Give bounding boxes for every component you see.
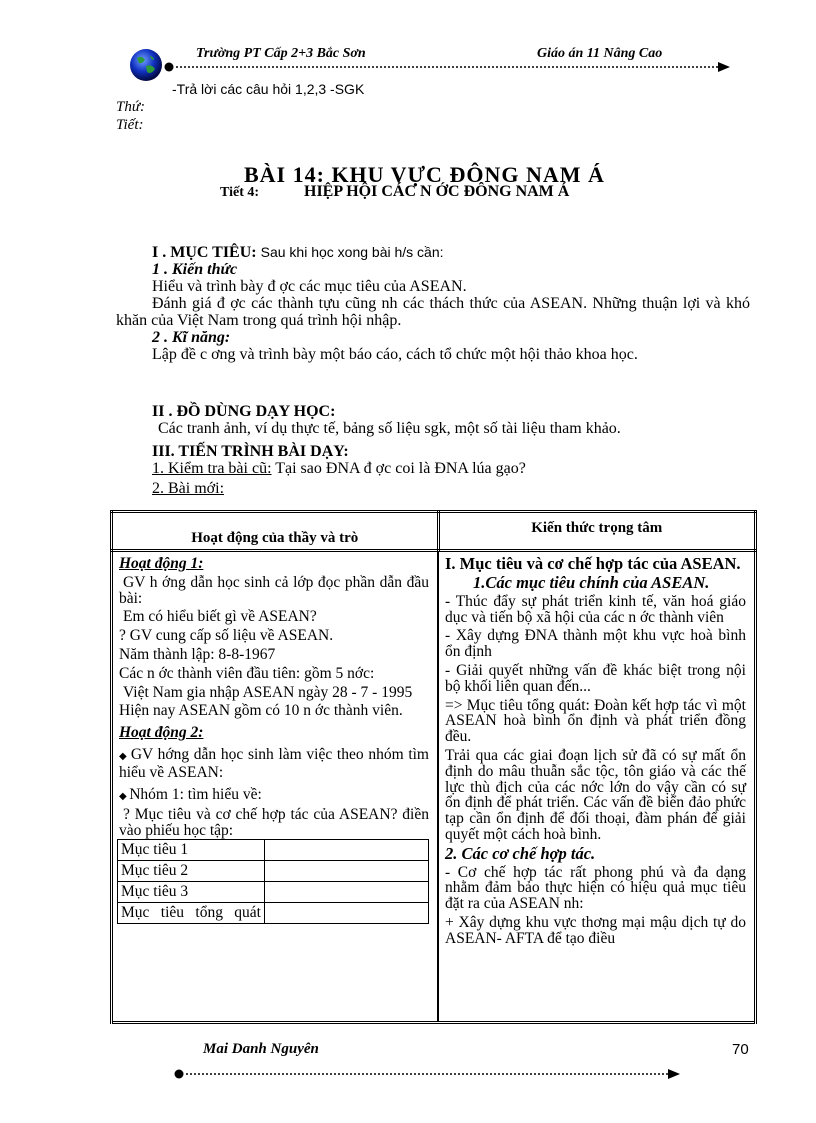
right-column xyxy=(438,551,756,1023)
table-bottom-border xyxy=(112,1023,756,1025)
left-column xyxy=(112,551,439,1023)
materials-text: Các tranh ảnh, ví dụ thực tế, bảng số liệu sgk, một số tài liệu tham khảo. xyxy=(158,420,621,437)
subject-name: Giáo án 11 Nâng Cao xyxy=(537,46,663,61)
section-1a-heading: 1.Các mục tiêu chính của ASEAN. xyxy=(473,573,710,592)
skills-1: Lập đề c ơng và trình bày một báo cáo, cách tổ chức một hội thảo khoa học. xyxy=(152,346,638,363)
check-text: Tại sao ĐNA đ ợc coi là ĐNA lúa gạo? xyxy=(275,460,526,477)
knowledge-1: Hiểu và trình bày đ ợc các mục tiêu của ASEAN. xyxy=(152,278,467,295)
activity-1-line-7: Hiện nay ASEAN gồm có 10 n ớc thành viên. xyxy=(119,702,403,720)
goal-1: - Thúc đẩy sự phát triển kinh tế, văn hoá giáo dục và tiến bộ xã hội của các n ớc thành viên xyxy=(445,592,746,626)
knowledge-2: Đánh giá đ ợc các thành tựu cũng nh các thách thức của ASEAN. Những thuận lợi và khó khăn của Việt Nam trong quá trình hội nhập. xyxy=(116,295,750,329)
answer-line: -Trả lời các câu hỏi 1,2,3 -SGK xyxy=(172,81,365,97)
activity-1-line-1: GV h ớng dẫn học sinh cả lớp đọc phần dẫn đầu bài: xyxy=(119,573,429,607)
footer-rule xyxy=(170,1067,682,1081)
activity-2-heading: Hoạt động 2: xyxy=(119,724,204,742)
thu-label: Thứ: xyxy=(116,99,146,115)
objectives-intro: Sau khi học xong bài h/s cần: xyxy=(260,244,444,260)
activity-1-line-6: Việt Nam gia nhập ASEAN ngày 28 - 7 - 1995 xyxy=(123,683,413,701)
activity-1-line-4: Năm thành lập: 8-8-1967 xyxy=(119,645,276,663)
footer-author: Mai Danh Nguyên xyxy=(203,1041,319,1057)
materials xyxy=(116,403,750,437)
objectives xyxy=(116,244,750,363)
mechanism-2: + Xây dựng khu vực thơng mại mậu dịch tự do ASEAN- AFTA để tạo điều xyxy=(445,913,746,947)
activity-1-line-2: Em có hiểu biết gì về ASEAN? xyxy=(123,608,317,626)
worksheet-row: Mục tiêu 1 xyxy=(118,839,429,860)
activity-2-line-2: ◆ Nhóm 1: tìm hiểu về: xyxy=(119,785,262,803)
bullet-icon: ◆ xyxy=(119,790,130,802)
col1-header-cell xyxy=(112,512,439,551)
activity-2-line-3: ? Mục tiêu và cơ chế hợp tác của ASEAN? điền vào phiếu học tập: xyxy=(119,806,429,840)
section-1-heading: I. Mục tiêu và cơ chế hợp tác của ASEAN. xyxy=(445,554,741,573)
objectives-heading: I . MỤC TIÊU: xyxy=(152,244,257,261)
bullet-icon: ◆ xyxy=(119,750,131,762)
knowledge-heading: 1 . Kiến thức xyxy=(152,261,238,278)
check-label: 1. Kiểm tra bài cũ: xyxy=(152,460,272,477)
col1-header: Hoạt động của thầy và trò xyxy=(191,530,359,546)
activity-1-line-3: ? GV cung cấp số liệu về ASEAN. xyxy=(119,627,334,645)
header xyxy=(0,0,816,90)
page-number: 70 xyxy=(732,1041,749,1058)
worksheet-row: Mục tiêu 2 xyxy=(118,860,429,881)
goal-overall: => Mục tiêu tổng quát: Đoàn kết hợp tác vì một ASEAN hoà bình ổn định và phát triển đồng đều. xyxy=(445,696,746,746)
procedure-heading: III. TIẾN TRÌNH BÀI DẠY: xyxy=(152,443,349,460)
activity-1-heading: Hoạt động 1: xyxy=(119,555,204,572)
skills-heading: 2 . Kĩ năng: xyxy=(152,329,231,346)
tiet-number: Tiết 4: xyxy=(220,185,260,200)
activity-2-line-1: ◆ GV hớng dẫn học sinh làm việc theo nhóm tìm hiểu về ASEAN: xyxy=(119,745,429,781)
col2-header: Kiến thức trọng tâm xyxy=(531,520,663,536)
mechanism-1: - Cơ chế hợp tác rất phong phú và đa dạng nhằm đảm bảo thực hiện có hiệu quả mục tiêu đặt ra của ASEAN nh: xyxy=(445,863,746,913)
goal-3: - Giải quyết những vấn đề khác biệt trong nội bộ khối liên quan đến... xyxy=(445,661,746,695)
lesson-subtitle: HIỆP HỘI CÁC N ỚC ĐÔNG NAM Á xyxy=(304,183,570,200)
globe-icon xyxy=(129,48,163,82)
new-lesson-label: 2. Bài mới: xyxy=(152,480,225,497)
goal-2: - Xây dựng ĐNA thành một khu vực hoà bình ổn định xyxy=(445,627,746,661)
worksheet-table xyxy=(117,839,429,924)
worksheet-row: Mục tiêu tổng quát xyxy=(118,902,429,923)
lesson-table xyxy=(110,510,757,1024)
procedure xyxy=(116,443,750,497)
tiet-label: Tiết: xyxy=(116,117,144,133)
col2-header-cell xyxy=(438,512,756,551)
school-name: Trường PT Cấp 2+3 Bắc Sơn xyxy=(196,46,366,61)
history-paragraph: Trải qua các giai đoạn lịch sử đã có sự mất ổn định do mâu thuẫn sắc tộc, tôn giáo và các thế lực thù địch của các nớc lớn do vậy cần có sự ổn định để phát triển. Các vấn đề biển đảo phức tạp cần ổn định để đối thoại, đàm phán để giải quyết một cách hoà bình. xyxy=(445,746,746,843)
worksheet-row: Mục tiêu 3 xyxy=(118,881,429,902)
section-2-heading: 2. Các cơ chế hợp tác. xyxy=(445,843,596,863)
activity-1-line-5: Các n ớc thành viên đầu tiên: gồm 5 nớc: xyxy=(119,664,375,682)
header-rule xyxy=(160,60,732,74)
materials-heading: II . ĐỒ DÙNG DẠY HỌC: xyxy=(152,403,336,420)
lesson-title: BÀI 14: KHU VỰC ĐÔNG NAM Á xyxy=(244,162,605,187)
